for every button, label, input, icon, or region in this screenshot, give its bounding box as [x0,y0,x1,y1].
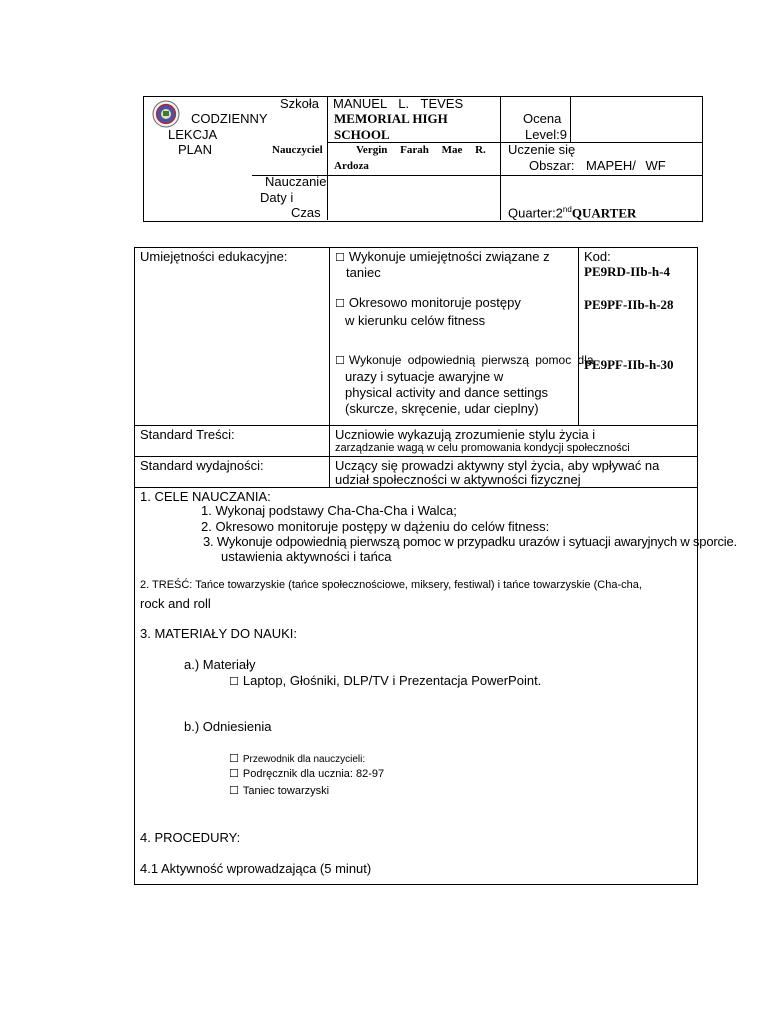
competency-3-line-3: physical activity and dance settings [345,385,549,400]
procedures-heading: 4. PROCEDURY: [140,830,241,845]
competency-1-line-1: ☐ Wykonuje umiejętności związane z [335,249,550,264]
competency-1-line-2: taniec [346,265,381,280]
objective-1: 1. Wykonaj podstawy Cha-Cha-Cha i Walca; [201,503,457,518]
area-label: Obszar: [529,158,575,173]
teacher-name-line-2: Ardoza [334,160,369,172]
quarter-label: Quarter:2ndQUARTER [508,205,637,221]
checkbox-icon: ☐ [335,354,345,367]
area-value: MAPEH/ WF [586,158,666,173]
materials-heading: 3. MATERIAŁY DO NAUKI: [140,626,298,641]
content-line-2: rock and roll [140,596,211,611]
title-line-3: PLAN [178,142,212,157]
learning-area-label: Uczenie się [508,142,576,157]
dates-line-2: Daty i [260,190,294,205]
dates-line-1: Nauczanie [265,174,327,189]
procedure-step-1: 4.1 Aktywność wprowadzająca (5 minut) [140,861,372,876]
dates-line-3: Czas [291,205,321,220]
school-name-line-3: SCHOOL [334,127,390,142]
checkbox-icon: ☐ [229,784,239,797]
checkbox-icon: ☐ [335,251,345,264]
competency-3-line-2: urazy i sytuacje awaryjne w [345,369,504,384]
performance-standard-line-1: Uczący się prowadzi aktywny styl życia, aby wpływać na [335,458,660,473]
title-line-2: LEKCJA [168,127,218,142]
competency-2-line-2: w kierunku celów fitness [345,313,486,328]
objective-2: 2. Okresowo monitoruje postępy w dążeniu do celów fitness: [201,519,550,534]
code-label: Kod: [584,249,611,264]
school-seal-logo [152,100,180,128]
checkbox-icon: ☐ [229,675,239,688]
references-b-label: b.) Odniesienia [184,719,272,734]
performance-standard-label: Standard wydajności: [140,458,264,473]
competency-2-code: PE9PF-IIb-h-28 [584,297,674,312]
performance-standard-line-2: udział społeczności w aktywności fizycznej [335,472,581,487]
teacher-name-line-1: Vergin Farah Mae R. [356,144,486,156]
competency-3-line-1: ☐ Wykonuje odpowiednią pierwszą pomoc dla [335,353,594,367]
competency-3-code: PE9PF-IIb-h-30 [584,357,674,372]
checkbox-icon: ☐ [335,297,345,310]
school-label: Szkoła [280,96,320,111]
checkbox-icon: ☐ [229,767,239,780]
grade-level: Level:9 [525,127,567,142]
reference-item-1: ☐ Przewodnik dla nauczycieli: [229,752,366,765]
materials-a-label: a.) Materiały [184,657,256,672]
title-line-1: CODZIENNY [191,111,268,126]
content-standard-label: Standard Treści: [140,427,235,442]
content-standard-line-1: Uczniowie wykazują zrozumienie stylu życia i [335,427,596,442]
competency-3-line-4: (skurcze, skręcenie, udar cieplny) [345,401,539,416]
objectives-heading: 1. CELE NAUCZANIA: [140,489,271,504]
grade-label: Ocena [523,111,562,126]
materials-a-item: ☐ Laptop, Głośniki, DLP/TV i Prezentacja PowerPoint. [229,673,542,688]
content-line-1: 2. TREŚĆ: Tańce towarzyskie (tańce społecznościowe, miksery, festiwal) i tańce towarzyskie (Cha-cha, [140,579,642,591]
content-standard-line-2: zarządzanie wagą w celu promowania kondycji społeczności [335,442,630,454]
school-name-line-2: MEMORIAL HIGH [334,111,448,126]
reference-item-3: ☐ Taniec towarzyski [229,784,330,797]
teacher-label: Nauczyciel [272,144,323,156]
objective-3-line-2: ustawienia aktywności i tańca [221,549,392,564]
reference-item-2: ☐ Podręcznik dla ucznia: 82-97 [229,767,385,780]
competencies-label: Umiejętności edukacyjne: [140,249,288,264]
competency-1-code: PE9RD-IIb-h-4 [584,264,670,279]
school-name-line-1: MANUEL L. TEVES [333,96,464,111]
checkbox-icon: ☐ [229,752,239,765]
competency-2-line-1: ☐ Okresowo monitoruje postępy [335,295,521,310]
objective-3-line-1: 3. Wykonuje odpowiednią pierwszą pomoc w przypadku urazów i sytuacji awaryjnych w sporcie. [203,534,737,549]
